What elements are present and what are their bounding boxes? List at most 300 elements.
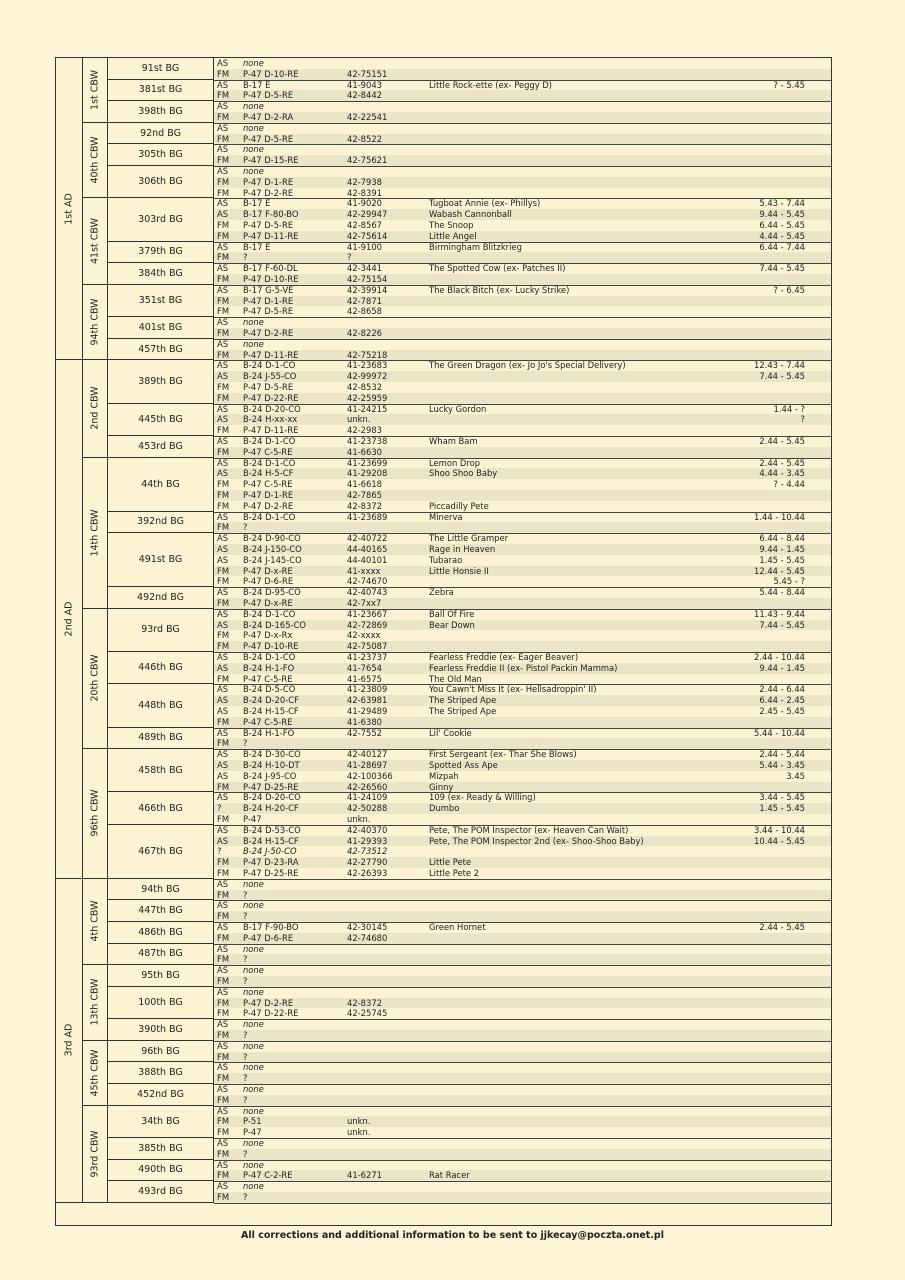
bomb-group-label: 305th BG bbox=[108, 144, 214, 166]
cell-serial: 42-8658 bbox=[347, 306, 382, 317]
cell-dates: 2.45 - 5.45 bbox=[759, 706, 805, 716]
bomb-group-label: 453rd BG bbox=[108, 436, 214, 458]
cell-type: P-51 bbox=[243, 1116, 262, 1127]
cell-type: P-47 C-2-RE bbox=[243, 1170, 293, 1181]
table-row bbox=[214, 587, 831, 598]
cell-name: Zebra bbox=[429, 587, 454, 598]
table-row bbox=[214, 414, 831, 425]
cell-serial: 41-23809 bbox=[347, 684, 388, 695]
table-row bbox=[214, 760, 831, 771]
combat-wing-cell bbox=[83, 1041, 108, 1106]
air-division-cell bbox=[56, 360, 83, 878]
table-row bbox=[214, 1019, 831, 1030]
cell-role: AS bbox=[217, 1019, 229, 1030]
cell-serial: 41-23699 bbox=[347, 457, 388, 468]
cell-type: P-47 D-5-RE bbox=[243, 133, 294, 144]
cell-role: AS bbox=[217, 1062, 229, 1073]
cell-dates: 2.44 - 5.45 bbox=[759, 457, 805, 468]
bomb-group-label: 381st BG bbox=[108, 80, 214, 102]
cell-name: The Snoop bbox=[429, 220, 474, 230]
cell-role: AS bbox=[217, 652, 229, 662]
cell-role: FM bbox=[217, 252, 230, 263]
cell-serial: 42-99972 bbox=[347, 371, 388, 382]
cell-dates: 6.44 - 2.45 bbox=[759, 695, 805, 706]
cell-type: none bbox=[243, 101, 264, 112]
bomb-group-label: 390th BG bbox=[108, 1019, 214, 1041]
cell-type: P-47 D-22-RE bbox=[243, 392, 299, 403]
cell-serial: 41-28697 bbox=[347, 760, 388, 770]
cell-type: B-24 J-50-CO bbox=[243, 846, 297, 857]
cell-name: You Cawn't Miss It (ex- Hellsadroppin' II) bbox=[429, 684, 597, 695]
table-row bbox=[214, 1181, 831, 1192]
cell-serial: 42-8391 bbox=[347, 187, 382, 198]
cell-name: Lucky Gordon bbox=[429, 403, 487, 414]
cell-type: B-24 D-20-CF bbox=[243, 695, 299, 706]
table-row bbox=[214, 58, 831, 69]
cell-role: AS bbox=[217, 922, 229, 932]
cell-serial: 42-7xx7 bbox=[347, 598, 382, 608]
cell-type: none bbox=[243, 1040, 264, 1051]
cell-serial: 41-23683 bbox=[347, 360, 388, 371]
cell-dates: 7.44 - 5.45 bbox=[759, 619, 805, 630]
cell-serial: 41-29393 bbox=[347, 835, 388, 846]
cell-role: AS bbox=[217, 371, 229, 382]
cell-serial: 42-8372 bbox=[347, 500, 382, 511]
cell-serial: 41-29489 bbox=[347, 706, 388, 716]
table-row bbox=[214, 317, 831, 328]
cell-role: AS bbox=[217, 760, 229, 770]
table-row bbox=[214, 771, 831, 782]
cell-serial: 42-75218 bbox=[347, 349, 388, 360]
cell-type: none bbox=[243, 965, 264, 976]
table-row bbox=[214, 468, 831, 479]
bomb-group-label: 388th BG bbox=[108, 1062, 214, 1084]
cell-name: 109 (ex- Ready & Willing) bbox=[429, 792, 536, 803]
cell-role: FM bbox=[217, 230, 230, 241]
table-row bbox=[214, 544, 831, 555]
cell-type: P-47 C-5-RE bbox=[243, 716, 293, 727]
table-row bbox=[214, 706, 831, 717]
cell-name: Green Hornet bbox=[429, 922, 486, 932]
cell-name: Pete, The POM Inspector 2nd (ex- Shoo-Shoo Baby) bbox=[429, 835, 644, 846]
cell-dates: 6.44 - 8.44 bbox=[759, 533, 805, 544]
cell-type: B-24 H-1-FO bbox=[243, 662, 295, 673]
cell-role: AS bbox=[217, 770, 229, 781]
cell-role: ? bbox=[217, 803, 222, 814]
cell-dates: 9.44 - 1.45 bbox=[759, 544, 805, 554]
table-row bbox=[214, 1084, 831, 1095]
table-row bbox=[214, 652, 831, 663]
cell-type: P-47 D-11-RE bbox=[243, 349, 299, 360]
bomb-group-label: 458th BG bbox=[108, 749, 214, 792]
cell-role: AS bbox=[217, 166, 229, 176]
cell-serial: 42-39914 bbox=[347, 284, 388, 295]
cell-type: P-47 D-10-RE bbox=[243, 274, 299, 284]
cell-serial: 44-40165 bbox=[347, 544, 388, 554]
cell-role: FM bbox=[217, 1008, 230, 1019]
cell-type: none bbox=[243, 317, 264, 328]
cell-dates: 4.44 - 5.45 bbox=[759, 230, 805, 241]
combat-wing-cell bbox=[83, 1106, 108, 1203]
cell-role: AS bbox=[217, 619, 229, 630]
cell-role: AS bbox=[217, 986, 229, 997]
cell-role: FM bbox=[217, 220, 230, 230]
bomb-group-label: 93rd BG bbox=[108, 609, 214, 652]
bomb-group-label: 95th BG bbox=[108, 965, 214, 987]
cell-serial: 42-25959 bbox=[347, 392, 388, 403]
bomb-group-label: 389th BG bbox=[108, 360, 214, 403]
cell-role: AS bbox=[217, 457, 229, 468]
cell-role: FM bbox=[217, 911, 230, 922]
table-row bbox=[214, 836, 831, 847]
cell-role: FM bbox=[217, 112, 230, 122]
combat-wing-cell bbox=[83, 458, 108, 609]
cell-dates: 1.45 - 5.45 bbox=[759, 554, 805, 565]
combat-wing-label: 13th CBW bbox=[89, 978, 101, 1027]
cell-type: ? bbox=[243, 1051, 248, 1062]
bomb-group-label: 94th BG bbox=[108, 879, 214, 901]
cell-type: P-47 bbox=[243, 814, 262, 824]
bomb-group-label: 491st BG bbox=[108, 533, 214, 587]
table-row bbox=[214, 663, 831, 674]
table-row bbox=[214, 900, 831, 911]
table-row bbox=[214, 209, 831, 220]
cell-type: B-17 F-60-DL bbox=[243, 263, 298, 274]
cell-name: Rat Racer bbox=[429, 1170, 470, 1181]
cell-name: Bear Down bbox=[429, 619, 475, 630]
air-division-label: 3rd AD bbox=[63, 1023, 75, 1057]
table-row bbox=[214, 566, 831, 577]
cell-name: Mizpah bbox=[429, 770, 459, 781]
cell-role: AS bbox=[217, 662, 229, 673]
cell-type: P-47 D-25-RE bbox=[243, 781, 299, 792]
cell-serial: 42-8226 bbox=[347, 328, 382, 338]
cell-dates: 1.45 - 5.45 bbox=[759, 803, 805, 814]
cell-name: Pete, The POM Inspector (ex- Heaven Can Wait) bbox=[429, 824, 629, 835]
cell-type: B-24 H-15-CF bbox=[243, 835, 299, 846]
cell-type: P-47 D-2-RA bbox=[243, 112, 294, 122]
cell-serial: 41-xxxx bbox=[347, 565, 381, 576]
cell-type: none bbox=[243, 943, 264, 954]
cell-serial: 41-6575 bbox=[347, 673, 382, 684]
cell-serial: 42-100366 bbox=[347, 770, 393, 781]
cell-serial: 41-24109 bbox=[347, 792, 388, 803]
cell-role: FM bbox=[217, 868, 230, 878]
bomb-group-label: 401st BG bbox=[108, 317, 214, 339]
cell-role: AS bbox=[217, 284, 229, 295]
cell-role: FM bbox=[217, 446, 230, 457]
combat-wing-label: 2nd CBW bbox=[89, 386, 101, 431]
cell-type: B-24 J-95-CO bbox=[243, 770, 297, 781]
cell-role: FM bbox=[217, 1170, 230, 1181]
cell-type: ? bbox=[243, 252, 248, 263]
cell-serial: 41-9100 bbox=[347, 241, 382, 252]
cell-serial: 42-25745 bbox=[347, 1008, 388, 1019]
cell-role: AS bbox=[217, 1105, 229, 1116]
bomb-group-label: 448th BG bbox=[108, 684, 214, 727]
cell-name: The Striped Ape bbox=[429, 695, 497, 706]
cell-name: The Black Bitch (ex- Lucky Strike) bbox=[429, 284, 570, 295]
cell-role: AS bbox=[217, 554, 229, 565]
cell-type: B-24 D-20-CO bbox=[243, 792, 301, 803]
cell-serial: 42-40743 bbox=[347, 587, 388, 598]
cell-type: none bbox=[243, 878, 264, 889]
cell-role: AS bbox=[217, 544, 229, 554]
cell-type: P-47 D-5-RE bbox=[243, 90, 294, 101]
cell-role: FM bbox=[217, 1051, 230, 1062]
cell-role: FM bbox=[217, 814, 230, 824]
cell-type: ? bbox=[243, 1030, 248, 1040]
bomb-group-label: 486th BG bbox=[108, 922, 214, 944]
air-division-cell bbox=[56, 58, 83, 360]
cell-type: P-47 D-1-RE bbox=[243, 176, 294, 187]
cell-dates: 3.44 - 10.44 bbox=[754, 824, 805, 835]
cell-role: FM bbox=[217, 738, 230, 749]
cell-serial: 41-23738 bbox=[347, 436, 388, 446]
cell-serial: 42-8522 bbox=[347, 133, 382, 144]
cell-type: none bbox=[243, 900, 264, 911]
table-row bbox=[214, 695, 831, 706]
cell-serial: 42-8372 bbox=[347, 997, 382, 1008]
bomb-group-label: 398th BG bbox=[108, 101, 214, 123]
cell-role: FM bbox=[217, 1116, 230, 1127]
cell-role: FM bbox=[217, 641, 230, 652]
cell-role: FM bbox=[217, 382, 230, 392]
cell-type: P-47 D-2-RE bbox=[243, 997, 294, 1008]
table-row bbox=[214, 944, 831, 955]
cell-name: Piccadilly Pete bbox=[429, 500, 489, 511]
table-row bbox=[214, 296, 831, 307]
cell-dates: ? - 6.45 bbox=[773, 284, 805, 295]
cell-serial: 41-9020 bbox=[347, 198, 382, 209]
cell-type: B-24 D-1-CO bbox=[243, 511, 296, 522]
combat-wing-label: 14th CBW bbox=[89, 509, 101, 557]
combat-wing-label: 45th CBW bbox=[89, 1049, 101, 1097]
cell-type: B-24 D-90-CO bbox=[243, 533, 301, 544]
bomb-group-label: 467th BG bbox=[108, 825, 214, 879]
table-row bbox=[214, 609, 831, 620]
cell-role: FM bbox=[217, 133, 230, 144]
cell-dates: 5.44 - 10.44 bbox=[754, 727, 805, 738]
cell-type: ? bbox=[243, 1073, 248, 1084]
table-row bbox=[214, 620, 831, 631]
table-row bbox=[214, 922, 831, 933]
cell-name: The Old Man bbox=[429, 673, 482, 684]
cell-dates: ? - 5.45 bbox=[773, 79, 805, 90]
cell-name: Tubarao bbox=[429, 554, 463, 565]
table-row bbox=[214, 749, 831, 760]
cell-type: P-47 D-x-RE bbox=[243, 598, 293, 608]
cell-serial: unkn. bbox=[347, 814, 371, 824]
cell-role: FM bbox=[217, 997, 230, 1008]
cell-role: FM bbox=[217, 1094, 230, 1105]
cell-type: P-47 D-10-RE bbox=[243, 68, 299, 79]
table-row bbox=[214, 1106, 831, 1117]
table-row bbox=[214, 177, 831, 188]
cell-name: Little Honsie II bbox=[429, 565, 489, 576]
cell-serial: 41-23667 bbox=[347, 608, 388, 619]
cell-role: FM bbox=[217, 1073, 230, 1084]
cell-type: B-24 H-10-DT bbox=[243, 760, 300, 770]
cell-dates: ? bbox=[800, 414, 805, 425]
cell-dates: 7.44 - 5.45 bbox=[759, 371, 805, 382]
table-row bbox=[214, 371, 831, 382]
table-row bbox=[214, 144, 831, 155]
cell-name: Lil' Cookie bbox=[429, 727, 472, 738]
cell-role: FM bbox=[217, 932, 230, 943]
cell-role: AS bbox=[217, 338, 229, 349]
cell-type: B-24 H-5-CF bbox=[243, 468, 294, 479]
cell-name: Ginny bbox=[429, 781, 454, 792]
cell-serial: 42-8567 bbox=[347, 220, 382, 230]
cell-serial: 42-3441 bbox=[347, 263, 382, 274]
combat-wing-cell bbox=[83, 285, 108, 361]
cell-serial: 42-74670 bbox=[347, 576, 388, 587]
cell-name: Wabash Cannonball bbox=[429, 209, 512, 220]
cell-type: ? bbox=[243, 911, 248, 922]
cell-role: AS bbox=[217, 900, 229, 911]
cell-serial: 41-6618 bbox=[347, 479, 382, 490]
table-row bbox=[214, 684, 831, 695]
cell-role: AS bbox=[217, 58, 229, 68]
cell-role: FM bbox=[217, 479, 230, 490]
cell-role: FM bbox=[217, 392, 230, 403]
cell-role: AS bbox=[217, 749, 229, 760]
cell-type: P-47 D-15-RE bbox=[243, 155, 299, 166]
bomb-group-label: 306th BG bbox=[108, 166, 214, 198]
cell-name: Fearless Freddie II (ex- Pistol Packin Mamma) bbox=[429, 662, 618, 673]
cell-type: B-24 H-15-CF bbox=[243, 706, 299, 716]
cell-type: P-47 C-5-RE bbox=[243, 479, 293, 490]
bomb-group-label: 452nd BG bbox=[108, 1084, 214, 1106]
cell-role: FM bbox=[217, 1148, 230, 1159]
cell-role: AS bbox=[217, 835, 229, 846]
cell-name: Ball Of Fire bbox=[429, 608, 475, 619]
cell-serial: 42-30145 bbox=[347, 922, 388, 932]
cell-role: FM bbox=[217, 155, 230, 166]
cell-type: P-47 C-5-RE bbox=[243, 673, 293, 684]
cell-type: P-47 D-2-RE bbox=[243, 500, 294, 511]
cell-role: FM bbox=[217, 68, 230, 79]
combat-wing-cell bbox=[83, 58, 108, 123]
table-row bbox=[214, 879, 831, 890]
cell-type: P-47 D-5-RE bbox=[243, 220, 294, 230]
cell-type: B-17 F-80-BO bbox=[243, 209, 299, 220]
bomb-group-label: 384th BG bbox=[108, 263, 214, 285]
table-row bbox=[214, 857, 831, 868]
cell-dates: 1.44 - ? bbox=[773, 403, 805, 414]
cell-name: The Spotted Cow (ex- Patches II) bbox=[429, 263, 566, 274]
cell-type: B-24 J-145-CO bbox=[243, 554, 302, 565]
cell-type: B-17 F-90-BO bbox=[243, 922, 299, 932]
table-row bbox=[214, 792, 831, 803]
cell-role: FM bbox=[217, 187, 230, 198]
table-row bbox=[214, 198, 831, 209]
cell-type: B-24 J-150-CO bbox=[243, 544, 302, 554]
table-row bbox=[214, 965, 831, 976]
cell-type: none bbox=[243, 1105, 264, 1116]
cell-type: none bbox=[243, 1138, 264, 1148]
cell-serial: 42-75614 bbox=[347, 230, 388, 241]
cell-serial: unkn. bbox=[347, 1127, 371, 1138]
cell-role: FM bbox=[217, 328, 230, 338]
cell-type: P-47 D-22-RE bbox=[243, 1008, 299, 1019]
cell-type: none bbox=[243, 122, 264, 133]
cell-role: AS bbox=[217, 684, 229, 695]
cell-name: Wham Bam bbox=[429, 436, 478, 446]
table-row bbox=[214, 1116, 831, 1127]
combat-wing-cell bbox=[83, 879, 108, 965]
cell-dates: 2.44 - 5.45 bbox=[759, 922, 805, 932]
cell-name: Little Rock-ette (ex- Peggy D) bbox=[429, 79, 553, 90]
cell-role: AS bbox=[217, 403, 229, 414]
cell-dates: 9.44 - 5.45 bbox=[759, 209, 805, 220]
cell-serial: 42-22541 bbox=[347, 112, 388, 122]
cell-role: AS bbox=[217, 1084, 229, 1094]
cell-role: FM bbox=[217, 673, 230, 684]
table-row bbox=[214, 80, 831, 91]
cell-role: AS bbox=[217, 122, 229, 133]
table-row bbox=[214, 1192, 831, 1204]
cell-dates: 12.44 - 5.45 bbox=[754, 565, 805, 576]
cell-type: none bbox=[243, 1062, 264, 1073]
cell-type: P-47 D-x-RE bbox=[243, 565, 293, 576]
cell-role: AS bbox=[217, 965, 229, 976]
cell-role: AS bbox=[217, 468, 229, 479]
cell-type: B-24 D-1-CO bbox=[243, 360, 296, 371]
cell-dates: 5.45 - ? bbox=[773, 576, 805, 587]
cell-role: AS bbox=[217, 263, 229, 274]
cell-dates: 10.44 - 5.45 bbox=[754, 835, 805, 846]
cell-type: P-47 D-x-Rx bbox=[243, 630, 293, 641]
bomb-group-label: 303rd BG bbox=[108, 198, 214, 241]
cell-serial: 42-40127 bbox=[347, 749, 388, 760]
cell-name: Little Pete 2 bbox=[429, 868, 480, 878]
cell-role: AS bbox=[217, 1040, 229, 1051]
cell-role: AS bbox=[217, 727, 229, 738]
cell-name: Lemon Drop bbox=[429, 457, 481, 468]
cell-serial: 42-40370 bbox=[347, 824, 388, 835]
cell-type: B-17 E bbox=[243, 241, 271, 252]
bomb-group-label: 466th BG bbox=[108, 792, 214, 824]
cell-role: FM bbox=[217, 954, 230, 965]
cell-serial: 42-8532 bbox=[347, 382, 382, 392]
cell-dates: 2.44 - 10.44 bbox=[754, 652, 805, 662]
cell-type: none bbox=[243, 338, 264, 349]
cell-name: First Sergeant (ex- Thar She Blows) bbox=[429, 749, 577, 760]
cell-type: P-47 D-11-RE bbox=[243, 230, 299, 241]
cell-type: B-17 E bbox=[243, 198, 271, 209]
cell-type: B-24 D-1-CO bbox=[243, 608, 296, 619]
cell-name: Birmingham Blitzkrieg bbox=[429, 241, 522, 252]
cell-serial: 41-6630 bbox=[347, 446, 382, 457]
cell-type: none bbox=[243, 58, 264, 68]
cell-dates: 12.43 - 7.44 bbox=[754, 360, 805, 371]
table-row bbox=[214, 987, 831, 998]
cell-dates: 2.44 - 5.45 bbox=[759, 436, 805, 446]
cell-role: AS bbox=[217, 79, 229, 90]
combat-wing-label: 41st CBW bbox=[89, 218, 101, 265]
cell-serial: 42-29947 bbox=[347, 209, 388, 220]
cell-role: AS bbox=[217, 695, 229, 706]
cell-type: P-47 bbox=[243, 1127, 262, 1138]
air-division-label: 2nd AD bbox=[63, 601, 75, 637]
cell-role: AS bbox=[217, 878, 229, 889]
cell-role: AS bbox=[217, 436, 229, 446]
combat-wing-label: 1st CBW bbox=[89, 69, 101, 110]
cell-type: ? bbox=[243, 738, 248, 749]
cell-serial: 42-7938 bbox=[347, 176, 382, 187]
